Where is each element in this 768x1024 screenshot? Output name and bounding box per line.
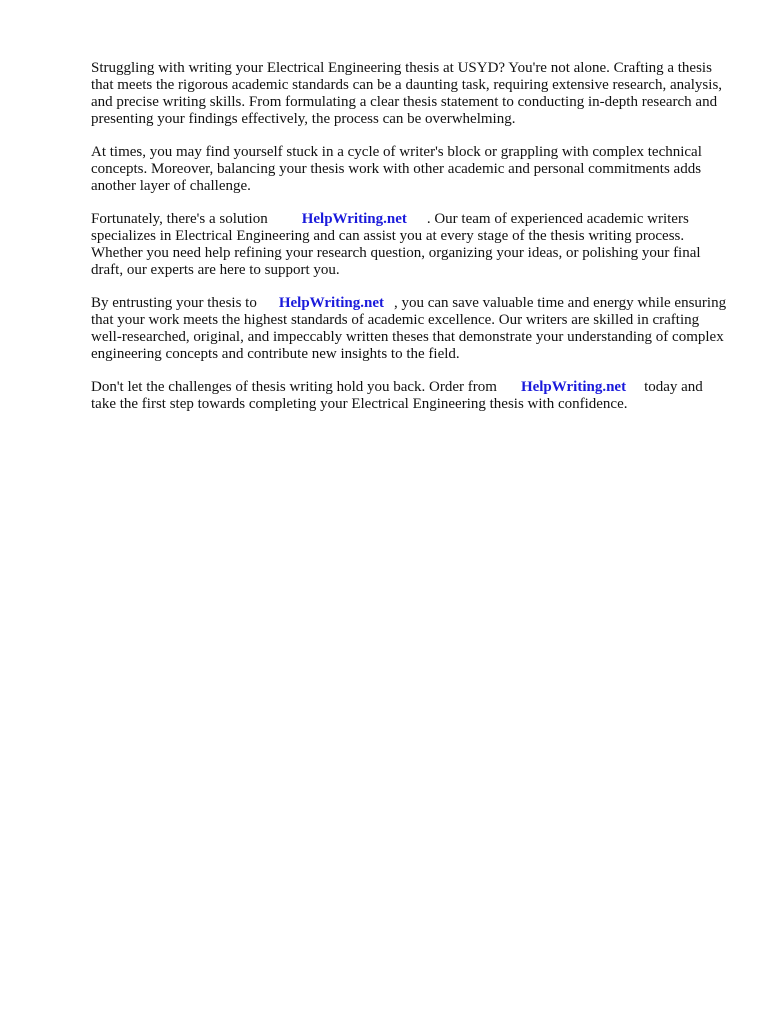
helpwriting-link-1[interactable]: HelpWriting.net — [301, 211, 407, 227]
document-body — [91, 60, 731, 429]
helpwriting-link-3[interactable]: HelpWriting.net — [520, 379, 627, 395]
paragraph-intro-text: Struggling with writing your Electrical Engineering thesis at USYD? You're not alone. Crafting a thesis that meets the rigorous academic standards can be a daunting task, requiring extensive research, analysis, and precise writing skills. From formulating a clear thesis statement to conducting in-depth research and presenting your findings effectively, the process can be overwhelming. — [91, 60, 723, 127]
paragraph-solution — [91, 211, 731, 279]
paragraph-challenges-text: At times, you may find yourself stuck in a cycle of writer's block or grappling with complex technical concepts. Moreover, balancing your thesis work with other academic and personal commitments adds another layer of challenge. — [91, 144, 702, 194]
paragraph-challenges — [91, 144, 731, 195]
paragraph-entrust — [91, 295, 731, 363]
paragraph-call-to-action — [91, 379, 731, 413]
paragraph-cta-rest: today and take the first step towards completing your Electrical Engineering thesis with confidence. — [91, 379, 703, 412]
helpwriting-link-2[interactable]: HelpWriting.net — [278, 295, 384, 311]
paragraph-solution-lead: Fortunately, there's a solution — [91, 211, 268, 227]
paragraph-cta-lead: Don't let the challenges of thesis writing hold you back. Order from — [91, 379, 497, 395]
paragraph-intro — [91, 60, 731, 128]
paragraph-entrust-lead: By entrusting your thesis to — [91, 295, 257, 311]
paragraph-entrust-rest: , you can save valuable time and energy while ensuring that your work meets the highest standards of academic excellence. Our writers are skilled in crafting well-researched, original, and impeccably written theses that demonstrate your understanding of complex engineering concepts and contribute new insights to the field. — [91, 295, 727, 362]
paragraph-solution-rest: . Our team of experienced academic writers specializes in Electrical Engineering and can assist you at every stage of the thesis writing process. Whether you need help refining your research question, organizing your ideas, or polishing your final draft, our experts are here to support you. — [91, 211, 701, 278]
